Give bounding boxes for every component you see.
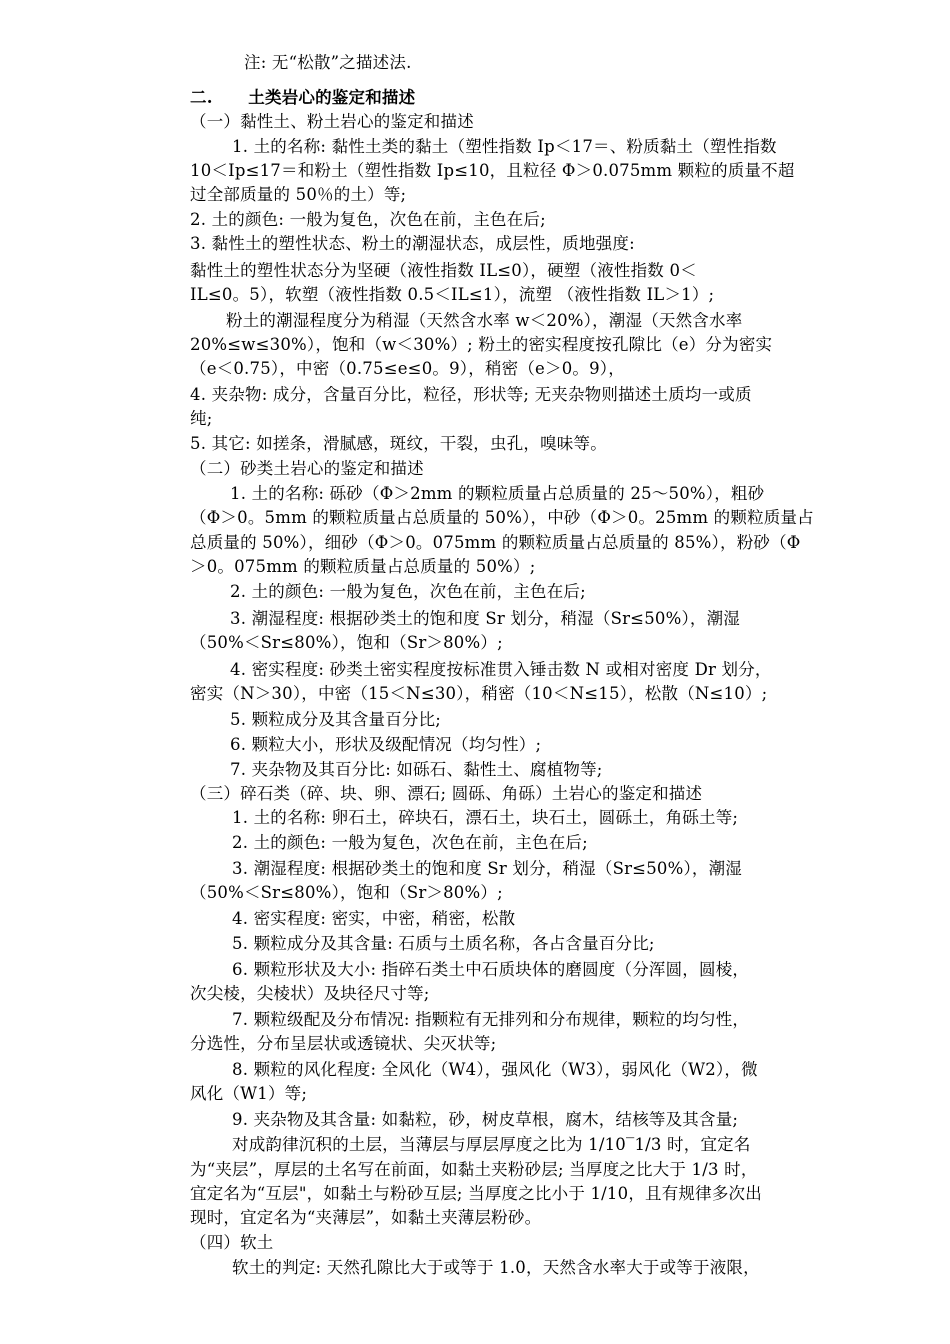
text-line: 粉土的潮湿程度分为稍湿（天然含水率 w＜20%），潮湿（天然含水率 [226, 311, 743, 330]
text-line: 2. 土的颜色: 一般为复色，次色在前，主色在后; [232, 833, 588, 852]
text-line: 2. 土的颜色: 一般为复色，次色在前，主色在后; [190, 210, 546, 229]
text-line: 7. 夹杂物及其百分比: 如砾石、黏性土、腐植物等; [230, 760, 603, 779]
text-line: 6. 颗粒形状及大小: 指碎石类土中石质块体的磨圆度（分浑圆，圆棱， [232, 960, 750, 979]
text-line: 对成韵律沉积的土层，当薄层与厚层厚度之比为 1/10‾1/3 时，宜定名 [232, 1135, 751, 1154]
text-line: 9. 夹杂物及其含量: 如黏粒，砂，树皮草根，腐木，结核等及其含量; [232, 1110, 739, 1129]
text-line: 3. 黏性土的塑性状态、粉土的潮湿状态，成层性，质地强度: [190, 234, 635, 253]
text-line: 4. 密实程度: 密实，中密，稍密，松散 [232, 909, 516, 928]
text-line: 为“夹层”，厚层的土名写在前面，如黏土夹粉砂层; 当厚度之比大于 1/3 时， [190, 1160, 758, 1179]
text-line: 密实（N＞30），中密（15＜N≤30），稍密（10＜N≤15），松散（N≤10）; [190, 684, 768, 703]
text-line: 5. 颗粒成分及其含量百分比; [230, 710, 442, 729]
text-line: 5. 颗粒成分及其含量: 石质与土质名称，各占含量百分比; [232, 934, 655, 953]
text-line: 注: 无“松散”之描述法. [244, 53, 412, 72]
text-line: （50%＜Sr≤80%），饱和（Sr＞80%）; [190, 633, 503, 652]
text-line: （二）砂类土岩心的鉴定和描述 [190, 459, 424, 478]
text-line: IL≤0。5），软塑（液性指数 0.5＜IL≤1），流塑 （液性指数 IL＞1）; [190, 285, 715, 304]
text-line: 风化（W1）等; [190, 1084, 308, 1103]
text-line: 1. 土的名称: 砾砂（Φ＞2mm 的颗粒质量占总质量的 25～50%），粗砂 [230, 484, 765, 503]
text-line: （e＜0.75），中密（0.75≤e≤0。9），稍密（e＞0。9）， [190, 359, 625, 378]
text-line: （三）碎石类（碎、块、卵、漂石; 圆砾、角砾）土岩心的鉴定和描述 [190, 784, 703, 803]
text-line: 7. 颗粒级配及分布情况: 指颗粒有无排列和分布规律，颗粒的均匀性， [232, 1010, 750, 1029]
text-line: 1. 土的名称: 卵石土，碎块石，漂石土，块石土，圆砾土，角砾土等; [232, 808, 739, 827]
text-line: 黏性土的塑性状态分为坚硬（液性指数 IL≤0），硬塑（液性指数 0＜ [190, 261, 697, 280]
text-line: 现时，宜定名为“夹薄层”，如黏土夹薄层粉砂。 [190, 1208, 542, 1227]
text-line: 8. 颗粒的风化程度: 全风化（W4），强风化（W3），弱风化（W2），微 [232, 1060, 758, 1079]
text-line: 5. 其它: 如搓条，滑腻感，斑纹，干裂，虫孔，嗅味等。 [190, 434, 607, 453]
section-heading: 二. 土类岩心的鉴定和描述 [190, 88, 416, 107]
text-line: 3. 潮湿程度: 根据砂类土的饱和度 Sr 划分，稍湿（Sr≤50%），潮湿 [230, 609, 741, 628]
text-line: 2. 土的颜色: 一般为复色，次色在前，主色在后; [230, 582, 586, 601]
text-line: 6. 颗粒大小，形状及级配情况（均匀性）; [230, 735, 542, 754]
text-line: ＞0。075mm 的颗粒质量占总质量的 50%）; [190, 557, 536, 576]
text-line: 软土的判定: 天然孔隙比大于或等于 1.0，天然含水率大于或等于液限， [232, 1258, 760, 1277]
text-line: 纯; [190, 409, 213, 428]
text-line: 分选性，分布呈层状或透镜状、尖灭状等; [190, 1034, 497, 1053]
text-line: 10＜Ip≤17＝和粉土（塑性指数 Ip≤10，且粒径 Φ＞0.075mm 颗粒的质量不超 [190, 161, 795, 180]
text-line: 宜定名为“互层"，如黏土与粉砂互层; 当厚度之比小于 1/10，且有规律多次出 [190, 1184, 762, 1203]
text-line: 总质量的 50%），细砂（Φ＞0。075mm 的颗粒质量占总质量的 85%），粉砂（Φ [190, 533, 801, 552]
text-line: 次尖棱，尖棱状）及块径尺寸等; [190, 984, 430, 1003]
text-line: 过全部质量的 50％的土）等; [190, 185, 407, 204]
text-line: （四）软土 [190, 1233, 274, 1252]
text-line: 3. 潮湿程度: 根据砂类土的饱和度 Sr 划分，稍湿（Sr≤50%），潮湿 [232, 859, 743, 878]
text-line: 1. 土的名称: 黏性土类的黏土（塑性指数 Ip＜17＝、粉质黏土（塑性指数 [232, 137, 777, 156]
text-line: （一）黏性土、粉土岩心的鉴定和描述 [190, 112, 474, 131]
text-line: （50%＜Sr≤80%），饱和（Sr＞80%）; [190, 883, 503, 902]
text-line: （Φ＞0。5mm 的颗粒质量占总质量的 50%），中砂（Φ＞0。25mm 的颗粒质量占 [190, 508, 814, 527]
text-line: 20%≤w≤30%），饱和（w＜30%）; 粉土的密实程度按孔隙比（e）分为密实 [190, 335, 773, 354]
text-line: 4. 密实程度: 砂类土密实程度按标准贯入锤击数 N 或相对密度 Dr 划分， [230, 660, 772, 679]
text-line: 4. 夹杂物: 成分，含量百分比，粒径，形状等; 无夹杂物则描述土质均一或质 [190, 385, 752, 404]
